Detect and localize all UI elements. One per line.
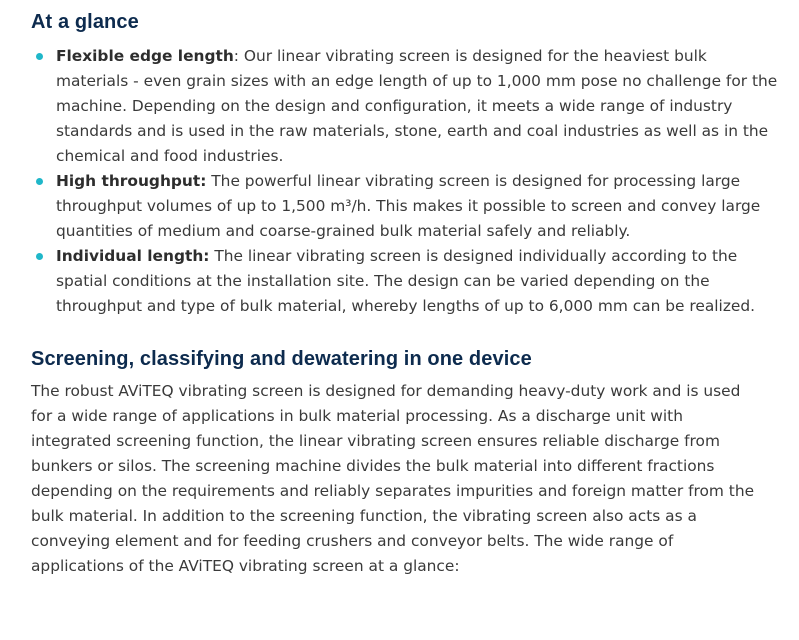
- body-paragraph: The robust AViTEQ vibrating screen is designed for demanding heavy-duty work and is used for a wide range of applications in bulk material processing. As a discharge unit with integrated screening function, the linear vibrating screen ensures reliable discharge from bunkers or silos. The screening machine divides the bulk material into different fractions depending on the requirements and reliably separates impurities and foreign matter from the bulk material. In addition to the screening function, the vibrating screen also acts as a conveying element and for feeding crushers and conveyor belts. The wide range of applications of the AViTEQ vibrating screen at a glance:: [31, 382, 755, 575]
- bullet-dot-icon: [36, 253, 43, 260]
- section-heading-screening: Screening, classifying and dewatering in one device: [31, 348, 532, 370]
- feature-list: [31, 44, 781, 319]
- list-item-term: Flexible edge length: [56, 47, 234, 65]
- bullet-dot-icon: [36, 178, 43, 185]
- list-item-text: The powerful linear vibrating screen is designed for processing large throughput volumes of up to 1,500 m³/h. This makes it possible to screen and convey large quantities of medium and coarse-grained bulk material safely and reliably.: [56, 172, 761, 240]
- bullet-dot-icon: [36, 53, 43, 60]
- list-item: [31, 169, 781, 244]
- section-heading-at-a-glance: At a glance: [31, 11, 139, 33]
- list-item-term: Individual length:: [56, 247, 210, 265]
- list-item: [31, 44, 781, 169]
- list-item-term: High throughput:: [56, 172, 207, 190]
- list-item-text: The linear vibrating screen is designed individually according to the spatial conditions at the installation site. The design can be varied depending on the throughput and type of bulk material, whereby lengths of up to 6,000 mm can be realized.: [56, 247, 756, 315]
- list-item-text: : Our linear vibrating screen is designed for the heaviest bulk materials - even grain sizes with an edge length of up to 1,000 mm pose no challenge for the machine. Depending on the design and configuration, it meets a wide range of industry standards and is used in the raw materials, stone, earth and coal industries as well as in the chemical and food industries.: [56, 47, 778, 165]
- list-item: [31, 244, 781, 319]
- article-content: [31, 8, 781, 579]
